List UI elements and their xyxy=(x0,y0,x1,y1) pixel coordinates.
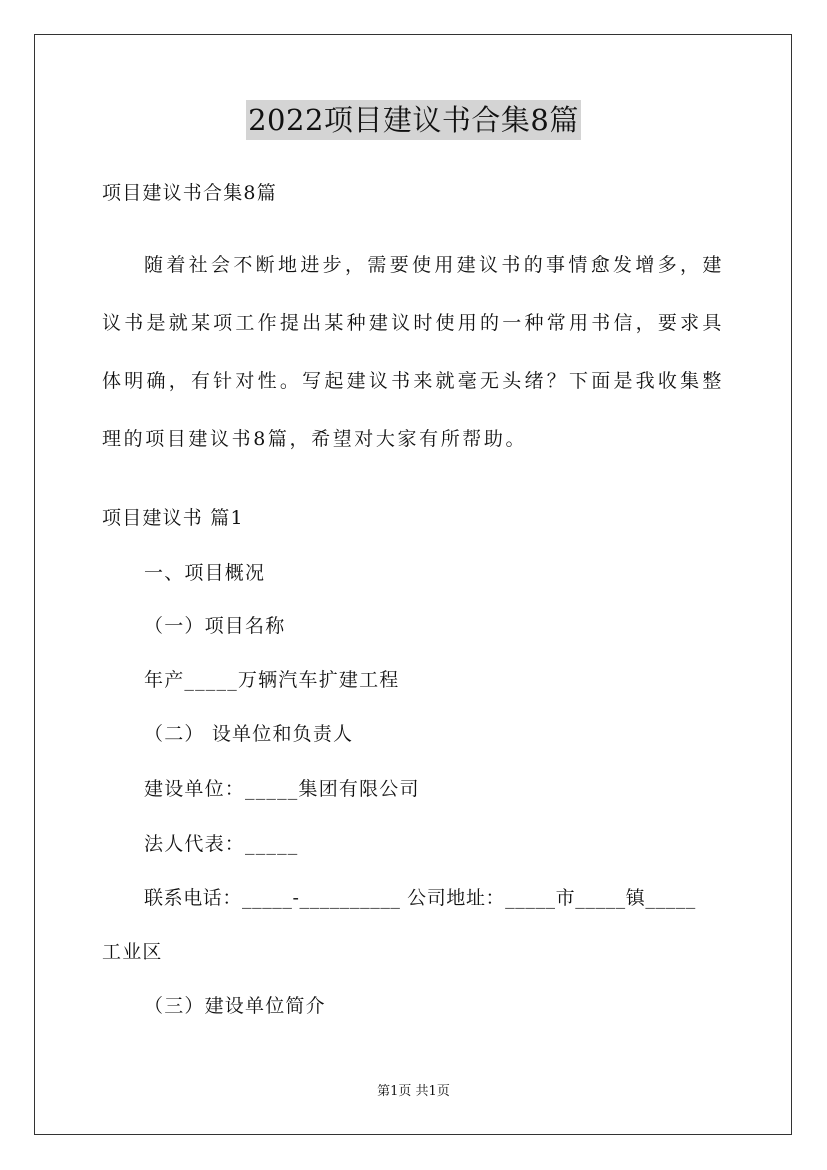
section-heading: 项目建议书 篇1 xyxy=(102,507,244,529)
contact-line: 联系电话：_____-__________ 公司地址：_____市_____镇_____ xyxy=(144,887,696,909)
unit-value: 建设单位：_____集团有限公司 xyxy=(144,778,420,800)
contact-line-continued: 工业区 xyxy=(102,941,163,963)
document-subtitle: 项目建议书合集8篇 xyxy=(102,182,277,204)
intro-paragraph: 随着社会不断地进步，需要使用建议书的事情愈发增多，建议书是就某项工作提出某种建议时使用的一种常用书信，要求具体明确，有针对性。写起建议书来就毫无头绪？下面是我收集整理的项目建议书8篇，希望对大家有所帮助。 xyxy=(102,254,724,450)
company-intro-label: （三）建设单位简介 xyxy=(144,995,326,1017)
legal-representative: 法人代表：_____ xyxy=(144,833,299,855)
project-name-value: 年产_____万辆汽车扩建工程 xyxy=(144,669,400,691)
project-name-label: （一）项目名称 xyxy=(144,615,286,637)
page-footer: 第1页 共1页 xyxy=(377,1084,450,1099)
unit-label: （二） 设单位和负责人 xyxy=(144,723,354,745)
overview-heading: 一、项目概况 xyxy=(144,562,266,584)
document-title: 2022项目建议书合集8篇 xyxy=(246,100,581,140)
title-container xyxy=(0,100,827,140)
